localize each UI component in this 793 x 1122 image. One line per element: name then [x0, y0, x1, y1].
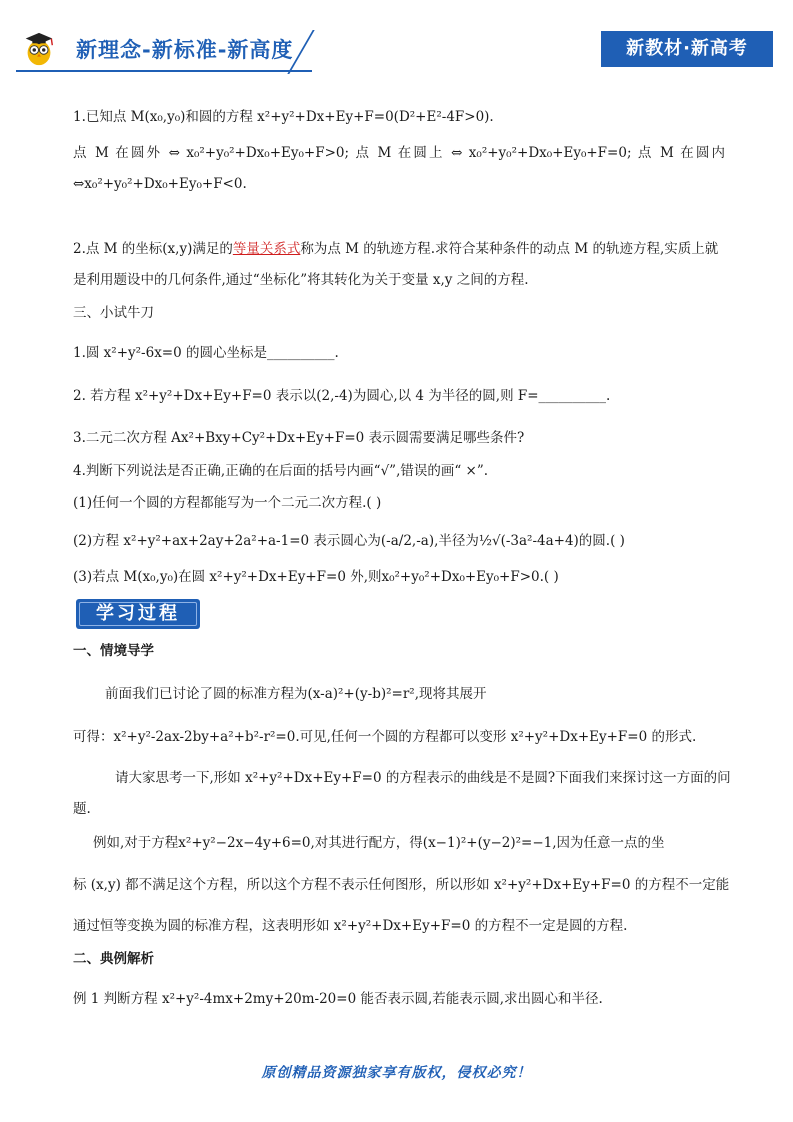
- question-line: 1.圆 x²+y²-6x=0 的圆心坐标是__________.: [73, 345, 339, 361]
- question-line: (1)任何一个圆的方程都能写为一个二元二次方程.( ): [73, 495, 382, 511]
- paragraph-line: 前面我们已讨论了圆的标准方程为(x-a)²+(y-b)²=r²,现将其展开: [105, 686, 487, 702]
- paragraph-line: 可得：x²+y²-2ax-2by+a²+b²-r²=0.可见,任何一个圆的方程都可以变形 x²+y²+Dx+Ey+F=0 的形式.: [73, 729, 697, 745]
- slogan: 新理念-新标准-新高度: [76, 38, 294, 62]
- header-badge: 新教材·新高考: [601, 31, 773, 67]
- text-segment: 称为点 M 的轨迹方程.求符合某种条件的动点 M 的轨迹方程,实质上就: [300, 241, 719, 257]
- subsection-heading: 二、典例解析: [73, 951, 154, 967]
- highlight-term: 等量关系式: [232, 241, 301, 257]
- question-line: (2)方程 x²+y²+ax+2ay+2a²+a-1=0 表示圆心为(-a/2,-a),半径为½√(-3a²-4a+4)的圆.( ): [73, 533, 625, 549]
- example-line: 例 1 判断方程 x²+y²-4mx+2my+20m-20=0 能否表示圆,若能表示圆,求出圆心和半径.: [73, 991, 603, 1007]
- question-line: 4.判断下列说法是否正确,正确的在后面的括号内画“√”,错误的画“ ×”.: [73, 463, 489, 479]
- paragraph-line: 例如,对于方程x²+y²−2x−4y+6=0,对其进行配方，得(x−1)²+(y−2)²=−1,因为任意一点的坐: [93, 835, 665, 851]
- slogan-underline: [16, 70, 312, 72]
- text-line: ⇔x₀²+y₀²+Dx₀+Ey₀+F<0.: [73, 176, 247, 192]
- paragraph-line: 标 (x,y) 都不满足这个方程，所以这个方程不表示任何图形，所以形如 x²+y²+Dx+Ey+F=0 的方程不一定能: [73, 877, 730, 893]
- subsection-heading: 一、情境导学: [73, 643, 154, 659]
- copyright-footer: 原创精品资源独家享有版权，侵权必究！: [261, 1065, 532, 1081]
- owl-mascot-icon: [20, 30, 58, 68]
- section-heading: 三、小试牛刀: [73, 305, 154, 321]
- question-line: 2. 若方程 x²+y²+Dx+Ey+F=0 表示以(2,-4)为圆心,以 4 为半径的圆,则 F=__________.: [73, 388, 611, 404]
- text-line: 点 M 在圆外 ⇔ x₀²+y₀²+Dx₀+Ey₀+F>0; 点 M 在圆上 ⇔ x₀²+y₀²+Dx₀+Ey₀+F=0; 点 M 在圆内: [73, 145, 725, 161]
- text-segment: 2.点 M 的坐标(x,y)满足的: [73, 241, 233, 257]
- text-line: 是利用题设中的几何条件,通过“坐标化”将其转化为关于变量 x,y 之间的方程.: [73, 272, 529, 288]
- paragraph-line: 题.: [73, 801, 91, 817]
- question-line: 3.二元二次方程 Ax²+Bxy+Cy²+Dx+Ey+F=0 表示圆需要满足哪些条件?: [73, 430, 525, 446]
- paragraph-line: 请大家思考一下,形如 x²+y²+Dx+Ey+F=0 的方程表示的曲线是不是圆?下面我们来探讨这一方面的问: [115, 770, 731, 786]
- text-line: 1.已知点 M(x₀,y₀)和圆的方程 x²+y²+Dx+Ey+F=0(D²+E²-4F>0).: [73, 109, 494, 125]
- section-banner: 学习过程: [76, 599, 200, 629]
- text-line: [73, 239, 725, 259]
- paragraph-line: 通过恒等变换为圆的标准方程，这表明形如 x²+y²+Dx+Ey+F=0 的方程不一定是圆的方程.: [73, 918, 628, 934]
- question-line: (3)若点 M(x₀,y₀)在圆 x²+y²+Dx+Ey+F=0 外,则x₀²+y₀²+Dx₀+Ey₀+F>0.( ): [73, 569, 559, 585]
- page-header: [14, 28, 779, 72]
- slogan-area: [76, 34, 293, 66]
